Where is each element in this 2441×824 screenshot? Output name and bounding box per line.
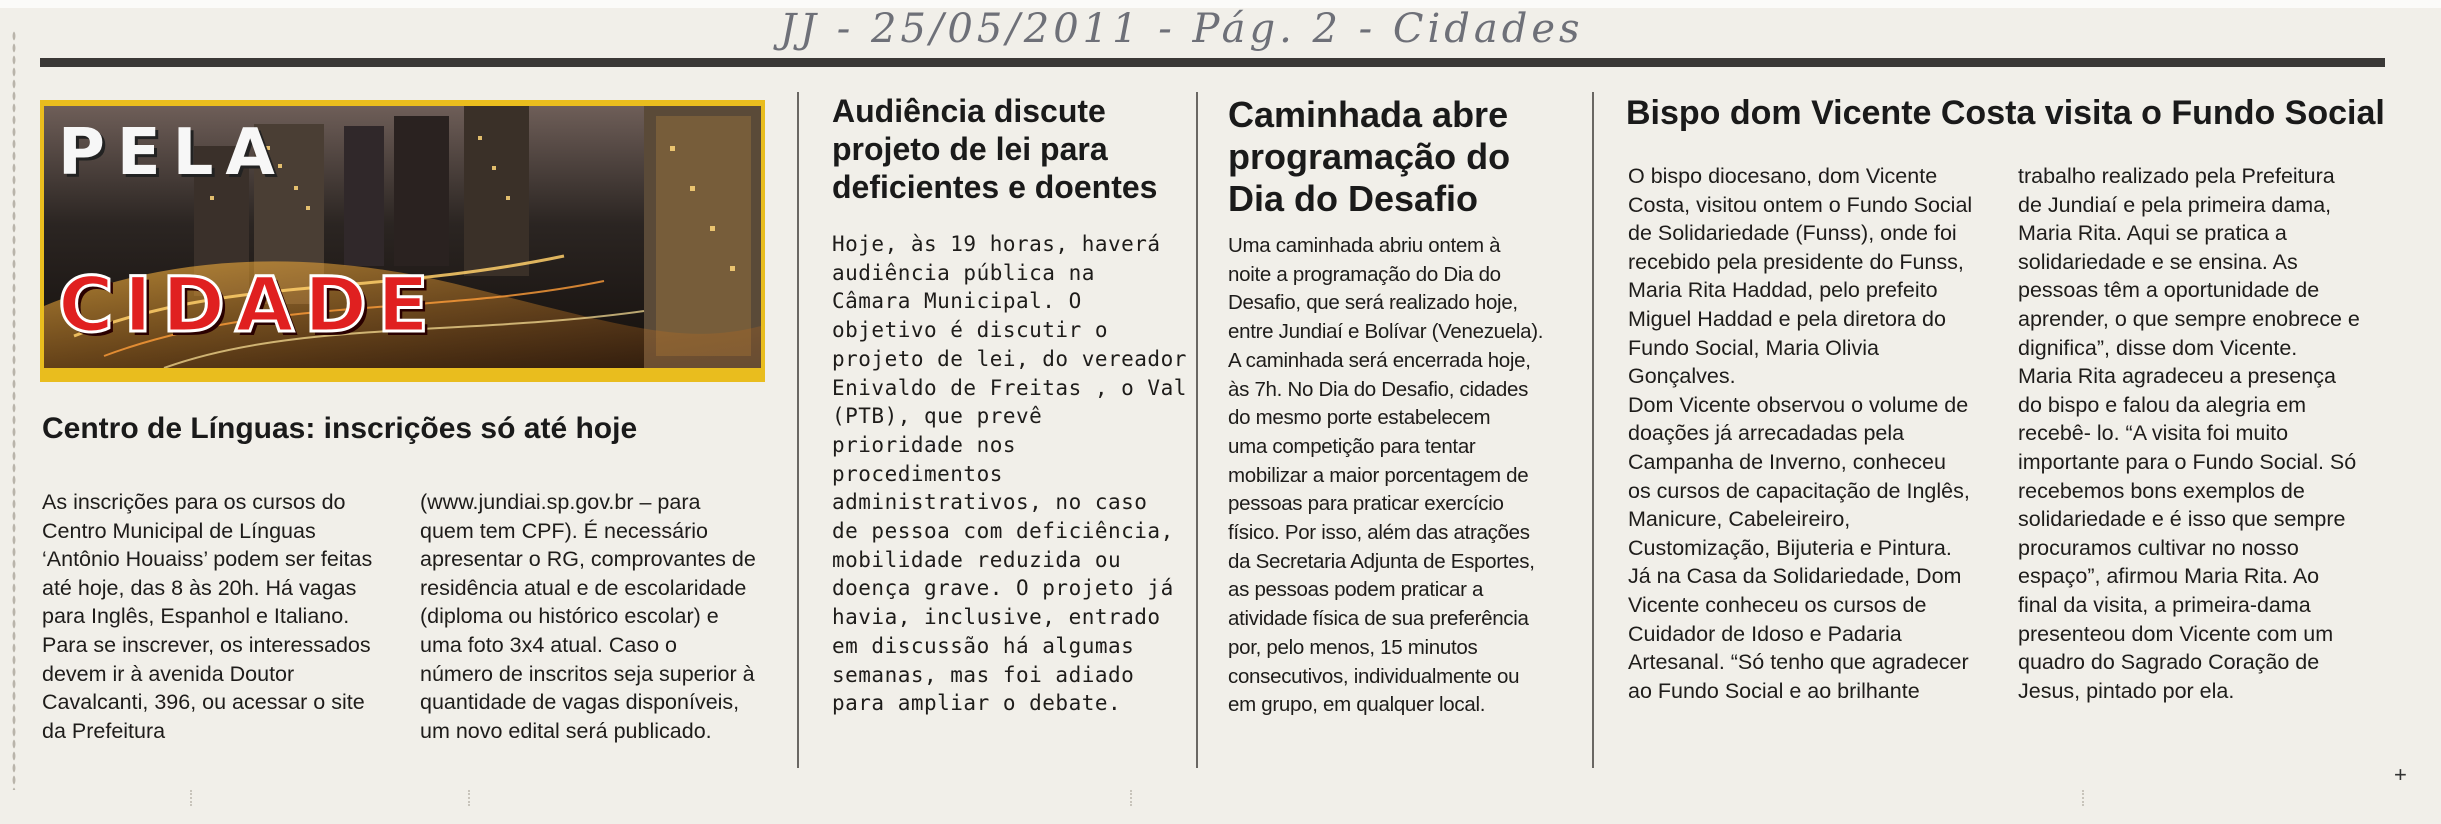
text-line: (PTB), que prevê xyxy=(832,404,1043,429)
text-line: (diploma ou histórico escolar) e xyxy=(420,604,719,629)
bispo-headline: Bispo dom Vicente Costa visita o Fundo Social xyxy=(1626,94,2385,132)
top-rule xyxy=(40,58,2385,67)
text-line: recebido pela presidente do Funss, xyxy=(1628,249,1964,274)
text-line: noite a programação do Dia do xyxy=(1228,262,1501,286)
text-line: um novo edital será publicado. xyxy=(420,718,712,743)
text-line: da Prefeitura xyxy=(42,718,166,743)
column-divider-1 xyxy=(797,92,799,768)
text-line: atividade física de sua preferência xyxy=(1228,607,1529,631)
text-line: Dom Vicente observou o volume de xyxy=(1628,392,1969,417)
text-line: Fundo Social, Maria Olivia xyxy=(1628,335,1879,360)
text-line: (www.jundiai.sp.gov.br – para xyxy=(420,490,701,514)
text-line: doações já arrecadadas pela xyxy=(1628,421,1905,446)
text-line: Para se inscrever, os interessados xyxy=(42,632,371,657)
text-line: uma competição para tentar xyxy=(1228,434,1476,458)
text-line: em discussão há algumas xyxy=(832,633,1135,658)
text-line: dignifica”, disse dom Vicente. xyxy=(2018,335,2298,360)
bispo-body-col1 xyxy=(1628,162,2000,705)
text-line: presenteou dom Vicente com um xyxy=(2018,621,2334,646)
handwritten-note: JJ - 25/05/2011 - Pág. 2 - Cidades xyxy=(780,6,1584,52)
text-line: Miguel Haddad e pela diretora do xyxy=(1628,306,1946,331)
text-line: recebê- lo. “A visita foi muito xyxy=(2018,421,2289,446)
banner-word-pela: PELA xyxy=(58,116,287,190)
text-line: quadro do Sagrado Coração de xyxy=(2018,650,2320,675)
text-line: importante para o Fundo Social. Só xyxy=(2018,449,2357,474)
text-line: Campanha de Inverno, conheceu xyxy=(1628,449,1946,474)
text-line: O bispo diocesano, dom Vicente xyxy=(1628,164,1938,188)
text-line: Vicente conheceu os cursos de xyxy=(1628,592,1927,617)
text-line: apresentar o RG, comprovantes de xyxy=(420,547,756,572)
text-line: às 7h. No Dia do Desafio, cidades xyxy=(1228,377,1529,401)
column-divider-3 xyxy=(1592,92,1594,768)
banner-word-cidade: CIDADE xyxy=(58,260,439,349)
scan-mark xyxy=(190,790,198,806)
text-line: quem tem CPF). É necessário xyxy=(420,518,708,543)
text-line: solidariedade e se ensina. As xyxy=(2018,249,2298,274)
text-line: Centro Municipal de Línguas xyxy=(42,518,316,543)
text-line: Maria Rita Haddad, pelo prefeito xyxy=(1628,278,1938,303)
linguas-body-col2 xyxy=(420,488,794,745)
text-line: quantidade de vagas disponíveis, xyxy=(420,690,740,715)
text-line: para Inglês, Espanhol e Italiano. xyxy=(42,604,350,629)
text-line: de Jundiaí e pela primeira dama, xyxy=(2018,192,2332,217)
text-line: objetivo é discutir o xyxy=(832,318,1109,343)
audiencia-headline xyxy=(832,92,1157,206)
text-line: Costa, visitou ontem o Fundo Social xyxy=(1628,192,1973,217)
text-line: Cuidador de Idoso e Padaria xyxy=(1628,621,1902,646)
text-line: consecutivos, individualmente ou xyxy=(1228,664,1520,688)
text-line: procuramos cultivar no nosso xyxy=(2018,535,2299,560)
text-line: da Secretaria Adjunta de Esportes, xyxy=(1228,549,1535,573)
pela-cidade-banner xyxy=(40,100,765,382)
headline-line: projeto de lei para xyxy=(832,131,1108,167)
scan-mark xyxy=(468,790,476,806)
scan-mark xyxy=(1130,790,1138,806)
bispo-body-col2 xyxy=(2018,162,2388,705)
text-line: os cursos de capacitação de Inglês, xyxy=(1628,478,1970,503)
text-line: trabalho realizado pela Prefeitura xyxy=(2018,164,2335,188)
text-line: mobilizar a maior porcentagem de xyxy=(1228,463,1529,487)
caminhada-body xyxy=(1228,232,1590,720)
text-line: até hoje, das 8 às 20h. Há vagas xyxy=(42,575,357,600)
headline-line: deficientes e doentes xyxy=(832,169,1158,205)
text-line: Artesanal. “Só tenho que agradecer xyxy=(1628,650,1969,675)
headline-line: Caminhada abre xyxy=(1228,94,1509,135)
text-line: pessoas têm a oportunidade de xyxy=(2018,278,2320,303)
text-line: número de inscritos seja superior à xyxy=(420,661,755,686)
text-line: para ampliar o debate. xyxy=(832,691,1122,716)
text-line: por, pelo menos, 15 minutos xyxy=(1228,635,1478,659)
headline-line: Dia do Desafio xyxy=(1228,178,1479,219)
text-line: Manicure, Cabeleireiro, xyxy=(1628,507,1851,532)
linguas-body-col1 xyxy=(42,488,420,745)
text-line: solidariedade e é isso que sempre xyxy=(2018,507,2346,532)
crop-mark: + xyxy=(2394,762,2407,787)
text-line: mobilidade reduzida ou xyxy=(832,547,1122,572)
text-line: As inscrições para os cursos do xyxy=(42,490,346,514)
text-line: Customização, Bijuteria e Pintura. xyxy=(1628,535,1952,560)
text-line: Uma caminhada abriu ontem à xyxy=(1228,234,1501,257)
punch-dots xyxy=(12,30,16,790)
text-line: entre Jundiaí e Bolívar (Venezuela). xyxy=(1228,320,1544,344)
text-line: A caminhada será encerrada hoje, xyxy=(1228,348,1531,372)
text-line: projeto de lei, do vereador xyxy=(832,346,1187,371)
text-line: Gonçalves. xyxy=(1628,364,1736,389)
text-line: Cavalcanti, 396, ou acessar o site xyxy=(42,690,365,715)
text-line: doença grave. O projeto já xyxy=(832,576,1174,601)
text-line: Enivaldo de Freitas , o Val xyxy=(832,375,1187,400)
text-line: audiência pública na xyxy=(832,260,1095,285)
text-line: do bispo e falou da alegria em xyxy=(2018,392,2307,417)
text-line: residência atual e de escolaridade xyxy=(420,575,747,600)
text-line: ‘Antônio Houaiss’ podem ser feitas xyxy=(42,547,373,572)
text-line: do mesmo porte estabelecem xyxy=(1228,406,1491,430)
text-line: recebemos bons exemplos de xyxy=(2018,478,2305,503)
text-line: Câmara Municipal. O xyxy=(832,289,1082,314)
text-line: de pessoa com deficiência, xyxy=(832,519,1174,544)
text-line: prioridade nos xyxy=(832,432,1017,457)
text-line: pessoas para praticar exercício xyxy=(1228,492,1504,516)
scan-mark xyxy=(2082,790,2090,806)
text-line: devem ir à avenida Doutor xyxy=(42,661,295,686)
text-line: Já na Casa da Solidariedade, Dom xyxy=(1628,564,1962,589)
text-line: Maria Rita. Aqui se pratica a xyxy=(2018,221,2287,246)
text-line: ao Fundo Social e ao brilhante xyxy=(1628,678,1920,703)
text-line: em grupo, em qualquer local. xyxy=(1228,693,1486,717)
audiencia-body xyxy=(832,230,1188,718)
headline-line: Audiência discute xyxy=(832,93,1106,129)
text-line: Hoje, às 19 horas, haverá xyxy=(832,232,1161,256)
headline-line: programação do xyxy=(1228,136,1511,177)
column-divider-2 xyxy=(1196,92,1198,768)
linguas-headline: Centro de Línguas: inscrições só até hoje xyxy=(42,412,638,445)
text-line: Desafio, que será realizado hoje, xyxy=(1228,291,1518,315)
text-line: havia, inclusive, entrado xyxy=(832,605,1161,630)
text-line: espaço”, afirmou Maria Rita. Ao xyxy=(2018,564,2320,589)
text-line: as pessoas podem praticar a xyxy=(1228,578,1484,602)
text-line: de Solidariedade (Funss), onde foi xyxy=(1628,221,1957,246)
text-line: administrativos, no caso xyxy=(832,490,1148,515)
text-line: aprender, o que sempre enobrece e xyxy=(2018,306,2360,331)
text-line: final da visita, a primeira-dama xyxy=(2018,592,2311,617)
text-line: procedimentos xyxy=(832,461,1003,486)
text-line: físico. Por isso, além das atrações xyxy=(1228,521,1530,545)
text-line: uma foto 3x4 atual. Caso o xyxy=(420,632,677,657)
text-line: Jesus, pintado por ela. xyxy=(2018,678,2235,703)
text-line: Maria Rita agradeceu a presença xyxy=(2018,364,2336,389)
text-line: semanas, mas foi adiado xyxy=(832,662,1135,687)
caminhada-headline xyxy=(1228,94,1510,220)
